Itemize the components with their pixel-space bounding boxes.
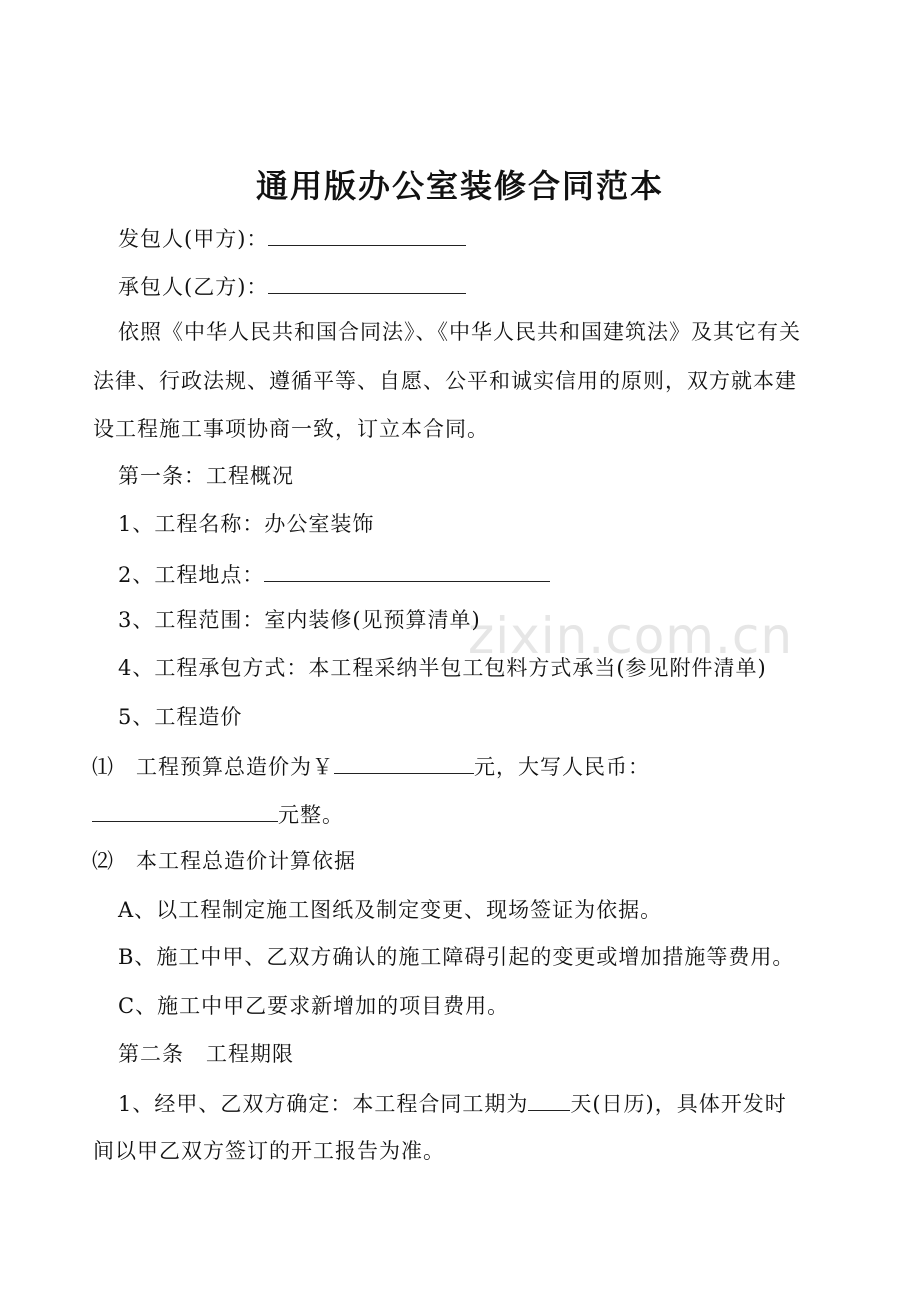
price-item-2 [92, 847, 356, 875]
article-2-item-1-cont: 间以甲乙双方签订的开工报告为准。 [93, 1139, 445, 1163]
intro-line-2: 法律、行政法规、遵循平等、自愿、公平和诚实信用的原则，双方就本建 [93, 369, 797, 393]
party-b-label: 承包人(乙方)： [118, 275, 269, 299]
price-uppercase-blank [92, 799, 278, 822]
party-a-label: 发包人(甲方)： [118, 227, 269, 251]
party-b-blank [268, 271, 466, 294]
watermark: zixin.com.cn [468, 607, 794, 665]
basis-a: A、以工程制定施工图纸及制定变更、现场签证为依据。 [118, 898, 663, 922]
article-1-item-5: 5、工程造价 [118, 705, 243, 729]
article-1-item-3: 3、工程范围：室内装修(见预算清单) [118, 608, 481, 632]
party-a-blank [268, 223, 466, 246]
party-a-line [118, 223, 466, 253]
price-item-1-number: ⑴ [92, 755, 114, 779]
price-item-1-cont [92, 799, 344, 829]
price-item-1-text: 工程预算总造价为￥ [136, 755, 334, 779]
intro-line-1: 依照《中华人民共和国合同法》、《中华人民共和国建筑法》及其它有关 [118, 320, 801, 344]
period-text-2: 天(日历)，具体开发时 [570, 1092, 787, 1116]
article-1-item-2 [118, 559, 550, 589]
price-item-1 [92, 751, 650, 781]
price-item-2-number: ⑵ [92, 849, 114, 873]
article-2-item-1 [118, 1088, 787, 1118]
basis-c: C、施工中甲乙要求新增加的项目费用。 [118, 994, 510, 1018]
price-item-1-text-3: 元整。 [278, 803, 344, 827]
article-1-item-1: 1、工程名称：办公室装饰 [118, 512, 375, 536]
document-title: 通用版办公室装修合同范本 [255, 167, 664, 205]
price-amount-blank [334, 751, 474, 774]
party-b-line [118, 271, 466, 301]
location-label: 2、工程地点： [118, 563, 265, 587]
price-item-1-text-2: 元，大写人民币： [474, 755, 650, 779]
intro-line-3: 设工程施工事项协商一致，订立本合同。 [93, 417, 489, 441]
location-blank [264, 559, 550, 582]
period-days-blank [528, 1088, 570, 1111]
article-2-title: 第二条 工程期限 [118, 1042, 294, 1066]
period-text-1: 1、经甲、乙双方确定：本工程合同工期为 [118, 1092, 529, 1116]
article-1-item-4: 4、工程承包方式：本工程采纳半包工包料方式承当(参见附件清单) [118, 656, 767, 680]
price-item-2-text: 本工程总造价计算依据 [136, 849, 356, 873]
article-1-title: 第一条：工程概况 [118, 464, 294, 488]
basis-b: B、施工中甲、乙双方确认的施工障碍引起的变更或增加措施等费用。 [118, 945, 795, 969]
